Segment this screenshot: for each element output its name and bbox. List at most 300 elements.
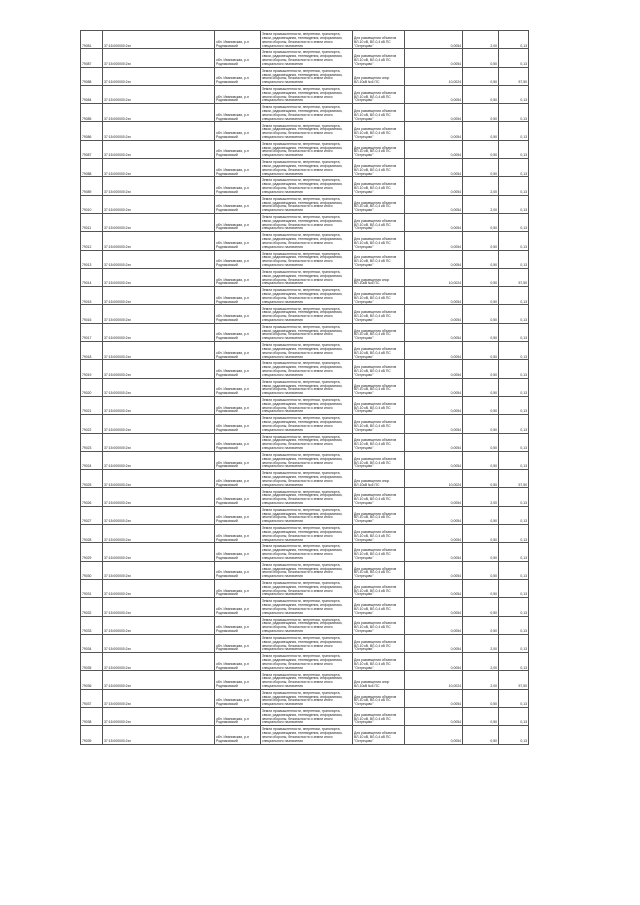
rate-cell: 0,50	[463, 525, 499, 543]
area-cell: 0,0054	[405, 616, 463, 634]
table-row	[81, 268, 529, 286]
rate-cell: 2,00	[463, 653, 499, 671]
tax-amount-cell: 0,13	[499, 104, 529, 122]
permitted-use-cell: Для размещения объектов ВЛ-10 кВ, ВЛ-0,4 кВ ПС "Острецово"	[353, 653, 405, 671]
tax-amount-cell: 0,13	[499, 49, 529, 67]
cadastral-number-cell: 37:15:000000:2xx	[103, 671, 215, 689]
row-id-cell: 79036	[81, 671, 103, 689]
address-cell: обл. Ивановская, р-н Родниковский	[215, 85, 261, 103]
tax-amount-cell: 0,13	[499, 342, 529, 360]
rate-cell: 0,50	[463, 67, 499, 85]
row-id-cell: 79087	[81, 49, 103, 67]
permitted-use-cell: Для размещения объектов ВЛ-10 кВ, ВЛ-0,4 кВ ПС "Острецово"	[353, 451, 405, 469]
land-category-cell: Земли промышленности, энергетики, транспорта, связи, радиовещания, телевидения, информатики, земли обороны, безопасности и земли иного специального назначения	[261, 415, 353, 433]
rate-cell: 2,00	[463, 31, 499, 49]
area-cell: 0,0054	[405, 689, 463, 707]
area-cell: 0,0054	[405, 579, 463, 597]
permitted-use-cell: Для размещения объектов ВЛ-10 кВ, ВЛ-0,4 кВ ПС "Острецово"	[353, 598, 405, 616]
cadastral-number-cell: 37:15:000000:2xx	[103, 104, 215, 122]
permitted-use-cell: Для размещения объектов ВЛ-10 кВ, ВЛ-0,4 кВ ПС "Острецово"	[353, 49, 405, 67]
address-cell: обл. Ивановская, р-н Родниковский	[215, 122, 261, 140]
permitted-use-cell: Для размещения объектов ВЛ-10 кВ, ВЛ-0,4 кВ ПС "Острецово"	[353, 525, 405, 543]
cadastral-number-cell: 37:15:000000:2xx	[103, 598, 215, 616]
cadastral-number-cell: 37:15:000000:2xx	[103, 342, 215, 360]
row-id-cell: 79019	[81, 360, 103, 378]
rate-cell: 0,50	[463, 232, 499, 250]
rate-cell: 0,50	[463, 598, 499, 616]
row-id-cell: 79013	[81, 250, 103, 268]
tax-amount-cell: 57,50	[499, 470, 529, 488]
permitted-use-cell: Для размещения объектов ВЛ-10 кВ, ВЛ-0,4 кВ ПС "Острецово"	[353, 433, 405, 451]
table-row	[81, 671, 529, 689]
rate-cell: 0,50	[463, 707, 499, 725]
address-cell: обл. Ивановская, р-н Родниковский	[215, 140, 261, 158]
permitted-use-cell: Для размещения объектов ВЛ-10 кВ, ВЛ-0,4 кВ ПС "Острецово"	[353, 543, 405, 561]
row-id-cell: 79088	[81, 67, 103, 85]
table-row	[81, 634, 529, 652]
rate-cell: 2,00	[463, 177, 499, 195]
address-cell: обл. Ивановская, р-н Родниковский	[215, 177, 261, 195]
area-cell: 0,0054	[405, 342, 463, 360]
address-cell: обл. Ивановская, р-н Родниковский	[215, 232, 261, 250]
row-id-cell: 79087	[81, 140, 103, 158]
land-category-cell: Земли промышленности, энергетики, транспорта, связи, радиовещания, телевидения, информатики, земли обороны, безопасности и земли иного специального назначения	[261, 49, 353, 67]
address-cell: обл. Ивановская, р-н Родниковский	[215, 31, 261, 49]
row-id-cell: 79017	[81, 323, 103, 341]
address-cell: обл. Ивановская, р-н Родниковский	[215, 689, 261, 707]
permitted-use-cell: Для размещения опор ВЛ-10кВ №6 ПС	[353, 67, 405, 85]
area-cell: 0,0054	[405, 250, 463, 268]
address-cell: обл. Ивановская, р-н Родниковский	[215, 433, 261, 451]
permitted-use-cell: Для размещения объектов ВЛ-10 кВ, ВЛ-0,4 кВ ПС "Острецово"	[353, 213, 405, 231]
row-id-cell: 79084	[81, 85, 103, 103]
address-cell: обл. Ивановская, р-н Родниковский	[215, 49, 261, 67]
area-cell: 0,0054	[405, 305, 463, 323]
address-cell: обл. Ивановская, р-н Родниковский	[215, 470, 261, 488]
cadastral-number-cell: 37:15:000000:2xx	[103, 122, 215, 140]
area-cell: 0,0054	[405, 707, 463, 725]
land-category-cell: Земли промышленности, энергетики, транспорта, связи, радиовещания, телевидения, информатики, земли обороны, безопасности и земли иного специального назначения	[261, 396, 353, 414]
tax-amount-cell: 0,13	[499, 689, 529, 707]
row-id-cell: 79018	[81, 342, 103, 360]
address-cell: обл. Ивановская, р-н Родниковский	[215, 707, 261, 725]
area-cell: 0,0054	[405, 653, 463, 671]
area-cell: 0,0054	[405, 122, 463, 140]
area-cell: 0,0054	[405, 232, 463, 250]
rate-cell: 0,50	[463, 579, 499, 597]
rate-cell: 0,50	[463, 140, 499, 158]
cadastral-number-cell: 37:15:000000:2xx	[103, 433, 215, 451]
address-cell: обл. Ивановская, р-н Родниковский	[215, 396, 261, 414]
tax-amount-cell: 0,13	[499, 287, 529, 305]
permitted-use-cell: Для размещения объектов ВЛ-10 кВ, ВЛ-0,4 кВ ПС "Острецово"	[353, 726, 405, 744]
cadastral-number-cell: 37:15:000000:2xx	[103, 85, 215, 103]
table-row	[81, 689, 529, 707]
rate-cell: 0,50	[463, 250, 499, 268]
address-cell: обл. Ивановская, р-н Родниковский	[215, 287, 261, 305]
cadastral-number-cell: 37:15:000000:2xx	[103, 488, 215, 506]
table-row	[81, 525, 529, 543]
cadastral-number-cell: 37:15:000000:2xx	[103, 360, 215, 378]
land-category-cell: Земли промышленности, энергетики, транспорта, связи, радиовещания, телевидения, информатики, земли обороны, безопасности и земли иного специального назначения	[261, 433, 353, 451]
row-id-cell: 79030	[81, 561, 103, 579]
rate-cell: 0,50	[463, 342, 499, 360]
document-page	[80, 30, 528, 745]
rate-cell: 0,50	[463, 451, 499, 469]
tax-amount-cell: 0,13	[499, 195, 529, 213]
tax-amount-cell: 0,13	[499, 177, 529, 195]
rate-cell: 0,50	[463, 49, 499, 67]
table-row	[81, 707, 529, 725]
area-cell: 0,0054	[405, 634, 463, 652]
land-category-cell: Земли промышленности, энергетики, транспорта, связи, радиовещания, телевидения, информатики, земли обороны, безопасности и земли иного специального назначения	[261, 85, 353, 103]
land-category-cell: Земли промышленности, энергетики, транспорта, связи, радиовещания, телевидения, информатики, земли обороны, безопасности и земли иного специального назначения	[261, 506, 353, 524]
address-cell: обл. Ивановская, р-н Родниковский	[215, 488, 261, 506]
tax-amount-cell: 0,13	[499, 305, 529, 323]
land-category-cell: Земли промышленности, энергетики, транспорта, связи, радиовещания, телевидения, информатики, земли обороны, безопасности и земли иного специального назначения	[261, 159, 353, 177]
address-cell: обл. Ивановская, р-н Родниковский	[215, 159, 261, 177]
tax-amount-cell: 0,13	[499, 159, 529, 177]
table-row	[81, 488, 529, 506]
land-category-cell: Земли промышленности, энергетики, транспорта, связи, радиовещания, телевидения, информатики, земли обороны, безопасности и земли иного специального назначения	[261, 195, 353, 213]
address-cell: обл. Ивановская, р-н Родниковский	[215, 506, 261, 524]
cadastral-number-cell: 37:15:000000:2xx	[103, 726, 215, 744]
land-category-cell: Земли промышленности, энергетики, транспорта, связи, радиовещания, телевидения, информатики, земли обороны, безопасности и земли иного специального назначения	[261, 213, 353, 231]
tax-amount-cell: 0,13	[499, 232, 529, 250]
table-row	[81, 287, 529, 305]
rate-cell: 0,50	[463, 287, 499, 305]
tax-amount-cell: 57,50	[499, 671, 529, 689]
tax-amount-cell: 0,13	[499, 360, 529, 378]
table-row	[81, 579, 529, 597]
tax-amount-cell: 0,13	[499, 506, 529, 524]
land-category-cell: Земли промышленности, энергетики, транспорта, связи, радиовещания, телевидения, информатики, земли обороны, безопасности и земли иного специального назначения	[261, 488, 353, 506]
area-cell: 0,0054	[405, 543, 463, 561]
cadastral-number-cell: 37:15:000000:2xx	[103, 707, 215, 725]
cadastral-number-cell: 37:15:000000:2xx	[103, 305, 215, 323]
cadastral-number-cell: 37:15:000000:2xx	[103, 653, 215, 671]
table-row	[81, 342, 529, 360]
area-cell: 0,0054	[405, 525, 463, 543]
table-body	[81, 31, 529, 745]
row-id-cell: 79081	[81, 31, 103, 49]
table-row	[81, 140, 529, 158]
cadastral-number-cell: 37:15:000000:2xx	[103, 396, 215, 414]
tax-amount-cell: 0,13	[499, 31, 529, 49]
area-cell: 0,0054	[405, 415, 463, 433]
permitted-use-cell: Для размещения объектов ВЛ-10 кВ, ВЛ-0,4 кВ ПС "Острецово"	[353, 195, 405, 213]
area-cell: 0,0054	[405, 85, 463, 103]
cadastral-number-cell: 37:15:000000:2xx	[103, 525, 215, 543]
tax-amount-cell: 0,13	[499, 707, 529, 725]
table-row	[81, 396, 529, 414]
tax-amount-cell: 0,13	[499, 433, 529, 451]
rate-cell: 0,50	[463, 268, 499, 286]
cadastral-number-cell: 37:15:000000:2xx	[103, 506, 215, 524]
row-id-cell: 79038	[81, 707, 103, 725]
rate-cell: 2,00	[463, 634, 499, 652]
table-row	[81, 360, 529, 378]
tax-amount-cell: 0,13	[499, 579, 529, 597]
row-id-cell: 79039	[81, 726, 103, 744]
cadastral-number-cell: 37:15:000000:2xx	[103, 49, 215, 67]
address-cell: обл. Ивановская, р-н Родниковский	[215, 213, 261, 231]
permitted-use-cell: Для размещения объектов ВЛ-10 кВ, ВЛ-0,4 кВ ПС "Острецово"	[353, 287, 405, 305]
row-id-cell: 79022	[81, 415, 103, 433]
tax-amount-cell: 57,50	[499, 67, 529, 85]
area-cell: 0,0054	[405, 396, 463, 414]
land-category-cell: Земли промышленности, энергетики, транспорта, связи, радиовещания, телевидения, информатики, земли обороны, безопасности и земли иного специального назначения	[261, 342, 353, 360]
table-row	[81, 726, 529, 744]
cadastral-number-cell: 37:15:000000:2xx	[103, 232, 215, 250]
permitted-use-cell: Для размещения объектов ВЛ-10 кВ, ВЛ-0,4 кВ ПС "Острецово"	[353, 122, 405, 140]
permitted-use-cell: Для размещения объектов ВЛ-10 кВ, ВЛ-0,4 кВ ПС "Острецово"	[353, 305, 405, 323]
land-category-cell: Земли промышленности, энергетики, транспорта, связи, радиовещания, телевидения, информатики, земли обороны, безопасности и земли иного специального назначения	[261, 250, 353, 268]
row-id-cell: 79034	[81, 634, 103, 652]
cadastral-number-cell: 37:15:000000:2xx	[103, 579, 215, 597]
table-row	[81, 305, 529, 323]
land-plots-table	[80, 30, 529, 745]
address-cell: обл. Ивановская, р-н Родниковский	[215, 543, 261, 561]
land-category-cell: Земли промышленности, энергетики, транспорта, связи, радиовещания, телевидения, информатики, земли обороны, безопасности и земли иного специального назначения	[261, 232, 353, 250]
land-category-cell: Земли промышленности, энергетики, транспорта, связи, радиовещания, телевидения, информатики, земли обороны, безопасности и земли иного специального назначения	[261, 470, 353, 488]
tax-amount-cell: 0,13	[499, 451, 529, 469]
permitted-use-cell: Для размещения опор ВЛ-10кВ №6 ПС	[353, 671, 405, 689]
cadastral-number-cell: 37:15:000000:2xx	[103, 616, 215, 634]
address-cell: обл. Ивановская, р-н Родниковский	[215, 195, 261, 213]
area-cell: 0,0054	[405, 378, 463, 396]
area-cell: 0,0054	[405, 360, 463, 378]
area-cell: 0,0054	[405, 49, 463, 67]
tax-amount-cell: 0,13	[499, 415, 529, 433]
address-cell: обл. Ивановская, р-н Родниковский	[215, 451, 261, 469]
cadastral-number-cell: 37:15:000000:2xx	[103, 561, 215, 579]
tax-amount-cell: 0,13	[499, 634, 529, 652]
land-category-cell: Земли промышленности, энергетики, транспорта, связи, радиовещания, телевидения, информатики, земли обороны, безопасности и земли иного специального назначения	[261, 525, 353, 543]
area-cell: 0,0054	[405, 104, 463, 122]
area-cell: 10,0024	[405, 671, 463, 689]
area-cell: 0,0054	[405, 488, 463, 506]
address-cell: обл. Ивановская, р-н Родниковский	[215, 634, 261, 652]
row-id-cell: 79031	[81, 579, 103, 597]
rate-cell: 2,00	[463, 671, 499, 689]
permitted-use-cell: Для размещения объектов ВЛ-10 кВ, ВЛ-0,4 кВ ПС "Острецово"	[353, 140, 405, 158]
area-cell: 10,0024	[405, 268, 463, 286]
address-cell: обл. Ивановская, р-н Родниковский	[215, 323, 261, 341]
area-cell: 0,0054	[405, 598, 463, 616]
row-id-cell: 79033	[81, 616, 103, 634]
row-id-cell: 79029	[81, 543, 103, 561]
area-cell: 0,0054	[405, 451, 463, 469]
cadastral-number-cell: 37:15:000000:2xx	[103, 451, 215, 469]
row-id-cell: 79011	[81, 213, 103, 231]
rate-cell: 0,50	[463, 122, 499, 140]
land-category-cell: Земли промышленности, энергетики, транспорта, связи, радиовещания, телевидения, информатики, земли обороны, безопасности и земли иного специального назначения	[261, 726, 353, 744]
table-row	[81, 31, 529, 49]
table-row	[81, 433, 529, 451]
permitted-use-cell: Для размещения объектов ВЛ-10 кВ, ВЛ-0,4 кВ ПС "Острецово"	[353, 85, 405, 103]
area-cell: 0,0054	[405, 177, 463, 195]
cadastral-number-cell: 37:15:000000:2xx	[103, 177, 215, 195]
row-id-cell: 79027	[81, 506, 103, 524]
land-category-cell: Земли промышленности, энергетики, транспорта, связи, радиовещания, телевидения, информатики, земли обороны, безопасности и земли иного специального назначения	[261, 616, 353, 634]
rate-cell: 0,50	[463, 323, 499, 341]
address-cell: обл. Ивановская, р-н Родниковский	[215, 360, 261, 378]
area-cell: 0,0054	[405, 140, 463, 158]
row-id-cell: 79026	[81, 488, 103, 506]
table-row	[81, 213, 529, 231]
table-row	[81, 104, 529, 122]
land-category-cell: Земли промышленности, энергетики, транспорта, связи, радиовещания, телевидения, информатики, земли обороны, безопасности и земли иного специального назначения	[261, 653, 353, 671]
rate-cell: 0,50	[463, 415, 499, 433]
address-cell: обл. Ивановская, р-н Родниковский	[215, 598, 261, 616]
rate-cell: 0,50	[463, 543, 499, 561]
table-row	[81, 561, 529, 579]
permitted-use-cell: Для размещения объектов ВЛ-10 кВ, ВЛ-0,4 кВ ПС "Острецово"	[353, 360, 405, 378]
address-cell: обл. Ивановская, р-н Родниковский	[215, 726, 261, 744]
table-row	[81, 85, 529, 103]
permitted-use-cell: Для размещения объектов ВЛ-10 кВ, ВЛ-0,4 кВ ПС "Острецово"	[353, 323, 405, 341]
table-row	[81, 543, 529, 561]
row-id-cell: 79012	[81, 232, 103, 250]
row-id-cell: 79032	[81, 598, 103, 616]
tax-amount-cell: 0,13	[499, 213, 529, 231]
land-category-cell: Земли промышленности, энергетики, транспорта, связи, радиовещания, телевидения, информатики, земли обороны, безопасности и земли иного специального назначения	[261, 305, 353, 323]
tax-amount-cell: 0,13	[499, 85, 529, 103]
tax-amount-cell: 0,13	[499, 653, 529, 671]
table-row	[81, 250, 529, 268]
table-row	[81, 451, 529, 469]
row-id-cell: 79014	[81, 268, 103, 286]
cadastral-number-cell: 37:15:000000:2xx	[103, 323, 215, 341]
row-id-cell: 79021	[81, 396, 103, 414]
rate-cell: 0,50	[463, 689, 499, 707]
rate-cell: 0,50	[463, 561, 499, 579]
rate-cell: 0,50	[463, 213, 499, 231]
rate-cell: 0,50	[463, 396, 499, 414]
table-row	[81, 67, 529, 85]
address-cell: обл. Ивановская, р-н Родниковский	[215, 268, 261, 286]
permitted-use-cell: Для размещения объектов ВЛ-10 кВ, ВЛ-0,4 кВ ПС "Острецово"	[353, 616, 405, 634]
land-category-cell: Земли промышленности, энергетики, транспорта, связи, радиовещания, телевидения, информатики, земли обороны, безопасности и земли иного специального назначения	[261, 707, 353, 725]
cadastral-number-cell: 37:15:000000:2xx	[103, 213, 215, 231]
row-id-cell: 79025	[81, 470, 103, 488]
area-cell: 0,0054	[405, 561, 463, 579]
permitted-use-cell: Для размещения объектов ВЛ-10 кВ, ВЛ-0,4 кВ ПС "Острецово"	[353, 634, 405, 652]
permitted-use-cell: Для размещения объектов ВЛ-10 кВ, ВЛ-0,4 кВ ПС "Острецово"	[353, 415, 405, 433]
table-row	[81, 653, 529, 671]
tax-amount-cell: 0,13	[499, 396, 529, 414]
tax-amount-cell: 0,13	[499, 598, 529, 616]
address-cell: обл. Ивановская, р-н Родниковский	[215, 378, 261, 396]
rate-cell: 0,50	[463, 726, 499, 744]
permitted-use-cell: Для размещения объектов ВЛ-10 кВ, ВЛ-0,4 кВ ПС "Острецово"	[353, 506, 405, 524]
land-category-cell: Земли промышленности, энергетики, транспорта, связи, радиовещания, телевидения, информатики, земли обороны, безопасности и земли иного специального назначения	[261, 67, 353, 85]
row-id-cell: 79086	[81, 122, 103, 140]
address-cell: обл. Ивановская, р-н Родниковский	[215, 104, 261, 122]
rate-cell: 0,50	[463, 360, 499, 378]
row-id-cell: 79035	[81, 653, 103, 671]
row-id-cell: 79037	[81, 689, 103, 707]
area-cell: 0,0054	[405, 195, 463, 213]
row-id-cell: 79020	[81, 378, 103, 396]
tax-amount-cell: 57,50	[499, 268, 529, 286]
rate-cell: 2,00	[463, 488, 499, 506]
land-category-cell: Земли промышленности, энергетики, транспорта, связи, радиовещания, телевидения, информатики, земли обороны, безопасности и земли иного специального назначения	[261, 671, 353, 689]
cadastral-number-cell: 37:15:000000:2xx	[103, 195, 215, 213]
rate-cell: 2,00	[463, 195, 499, 213]
area-cell: 0,0054	[405, 726, 463, 744]
land-category-cell: Земли промышленности, энергетики, транспорта, связи, радиовещания, телевидения, информатики, земли обороны, безопасности и земли иного специального назначения	[261, 140, 353, 158]
tax-amount-cell: 0,13	[499, 525, 529, 543]
area-cell: 0,0054	[405, 433, 463, 451]
rate-cell: 0,50	[463, 104, 499, 122]
rate-cell: 0,50	[463, 159, 499, 177]
land-category-cell: Земли промышленности, энергетики, транспорта, связи, радиовещания, телевидения, информатики, земли обороны, безопасности и земли иного специального назначения	[261, 579, 353, 597]
table-row	[81, 195, 529, 213]
permitted-use-cell: Для размещения объектов ВЛ-10 кВ, ВЛ-0,4 кВ ПС "Острецово"	[353, 396, 405, 414]
cadastral-number-cell: 37:15:000000:2xx	[103, 67, 215, 85]
tax-amount-cell: 0,13	[499, 616, 529, 634]
address-cell: обл. Ивановская, р-н Родниковский	[215, 415, 261, 433]
address-cell: обл. Ивановская, р-н Родниковский	[215, 67, 261, 85]
area-cell: 0,0054	[405, 31, 463, 49]
land-category-cell: Земли промышленности, энергетики, транспорта, связи, радиовещания, телевидения, информатики, земли обороны, безопасности и земли иного специального назначения	[261, 451, 353, 469]
rate-cell: 0,50	[463, 378, 499, 396]
address-cell: обл. Ивановская, р-н Родниковский	[215, 342, 261, 360]
cadastral-number-cell: 37:15:000000:2xx	[103, 287, 215, 305]
table-row	[81, 506, 529, 524]
table-row	[81, 323, 529, 341]
table-row	[81, 177, 529, 195]
tax-amount-cell: 0,13	[499, 726, 529, 744]
cadastral-number-cell: 37:15:000000:2xx	[103, 470, 215, 488]
area-cell: 10,0024	[405, 67, 463, 85]
rate-cell: 0,50	[463, 85, 499, 103]
table-row	[81, 232, 529, 250]
cadastral-number-cell: 37:15:000000:2xx	[103, 140, 215, 158]
row-id-cell: 79016	[81, 305, 103, 323]
tax-amount-cell: 0,13	[499, 488, 529, 506]
cadastral-number-cell: 37:15:000000:2xx	[103, 415, 215, 433]
cadastral-number-cell: 37:15:000000:2xx	[103, 250, 215, 268]
cadastral-number-cell: 37:15:000000:2xx	[103, 543, 215, 561]
permitted-use-cell: Для размещения опор ВЛ-10кВ №6 ПС	[353, 470, 405, 488]
rate-cell: 0,50	[463, 305, 499, 323]
table-row	[81, 415, 529, 433]
permitted-use-cell: Для размещения объектов ВЛ-10 кВ, ВЛ-0,4 кВ ПС "Острецово"	[353, 104, 405, 122]
area-cell: 0,0054	[405, 287, 463, 305]
permitted-use-cell: Для размещения объектов ВЛ-10 кВ, ВЛ-0,4 кВ ПС "Острецово"	[353, 250, 405, 268]
cadastral-number-cell: 37:15:000000:2xx	[103, 31, 215, 49]
permitted-use-cell: Для размещения объектов ВЛ-10 кВ, ВЛ-0,4 кВ ПС "Острецово"	[353, 232, 405, 250]
cadastral-number-cell: 37:15:000000:2xx	[103, 689, 215, 707]
area-cell: 0,0054	[405, 213, 463, 231]
rate-cell: 0,50	[463, 433, 499, 451]
land-category-cell: Земли промышленности, энергетики, транспорта, связи, радиовещания, телевидения, информатики, земли обороны, безопасности и земли иного специального назначения	[261, 360, 353, 378]
area-cell: 10,0024	[405, 470, 463, 488]
land-category-cell: Земли промышленности, энергетики, транспорта, связи, радиовещания, телевидения, информатики, земли обороны, безопасности и земли иного специального назначения	[261, 323, 353, 341]
land-category-cell: Земли промышленности, энергетики, транспорта, связи, радиовещания, телевидения, информатики, земли обороны, безопасности и земли иного специального назначения	[261, 634, 353, 652]
permitted-use-cell: Для размещения опор ВЛ-10кВ №6 ПС	[353, 268, 405, 286]
row-id-cell: 79015	[81, 287, 103, 305]
permitted-use-cell: Для размещения объектов ВЛ-10 кВ, ВЛ-0,4 кВ ПС "Острецово"	[353, 31, 405, 49]
table-row	[81, 598, 529, 616]
land-category-cell: Земли промышленности, энергетики, транспорта, связи, радиовещания, телевидения, информатики, земли обороны, безопасности и земли иного специального назначения	[261, 122, 353, 140]
row-id-cell: 79024	[81, 451, 103, 469]
table-row	[81, 122, 529, 140]
row-id-cell: 79010	[81, 195, 103, 213]
